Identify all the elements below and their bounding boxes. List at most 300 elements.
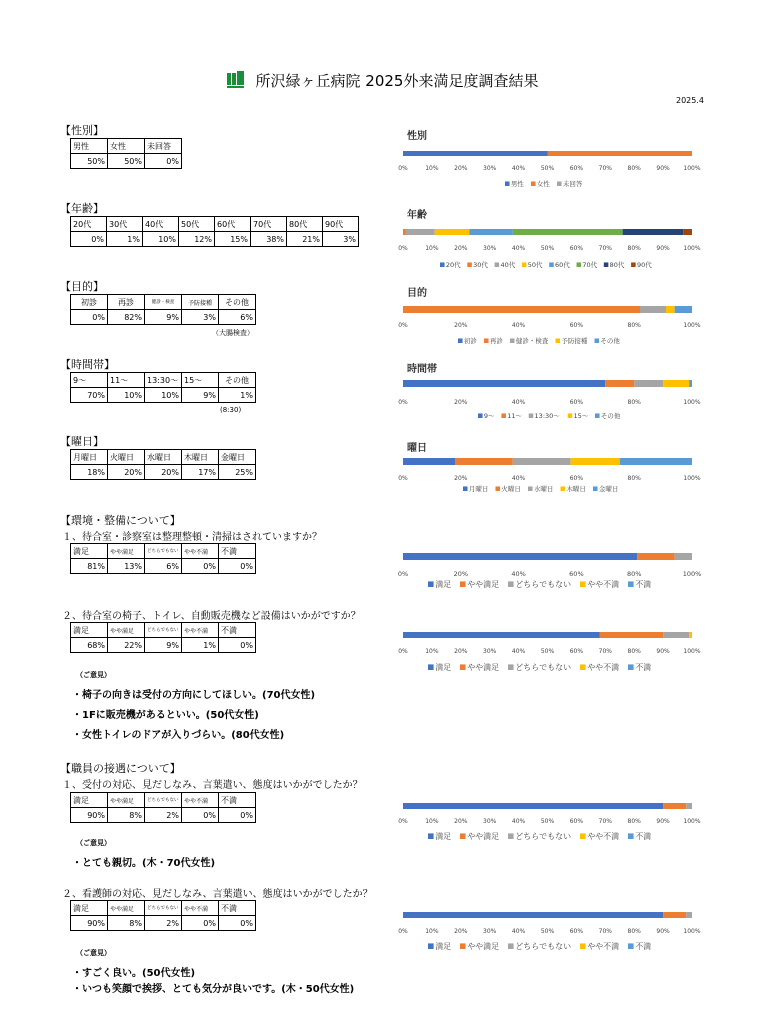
table-cell: 90%: [71, 916, 108, 931]
chart-tick-label: 60%: [569, 648, 584, 655]
chart-tick-label: 0%: [397, 570, 409, 578]
legend-swatch: [580, 833, 586, 839]
table-header: 80代: [287, 217, 323, 232]
table-header: 11～: [108, 373, 145, 388]
legend-label: 満足: [435, 663, 452, 672]
chart-tick-label: 90%: [656, 165, 670, 172]
chart-tick-label: 10%: [425, 245, 439, 252]
chart-tick-label: 20%: [454, 399, 468, 406]
chart-tick-label: 40%: [511, 322, 526, 329]
section-env-label: 【環境・整備について】: [60, 514, 181, 527]
legend-swatch: [460, 664, 466, 670]
chart-tick-label: 100%: [683, 245, 701, 252]
chart-tick-label: 20%: [454, 245, 468, 252]
table-header: やや満足: [108, 793, 145, 808]
legend-label: 30代: [473, 261, 488, 269]
table-header: 未回答: [145, 139, 182, 154]
legend-swatch: [595, 338, 600, 343]
legend-label: 11～: [507, 412, 523, 420]
chart-tick-label: 40%: [511, 648, 526, 655]
table-header: 満足: [71, 901, 108, 916]
legend-label: 火曜日: [501, 485, 521, 493]
legend-swatch: [478, 413, 483, 418]
table-cell: 50%: [108, 154, 145, 169]
legend-label: 予防接種: [561, 337, 588, 345]
chart-tick-label: 60%: [569, 928, 584, 935]
chart-tick-label: 80%: [627, 322, 641, 329]
staff-q1-opinions-label: （ご意見）: [76, 839, 111, 847]
table-cell: 81%: [71, 559, 108, 574]
legend-label: 金曜日: [598, 485, 619, 493]
legend-swatch: [508, 581, 514, 587]
table-header: どちらでもない: [145, 544, 182, 559]
legend-label: 80代: [609, 261, 625, 269]
legend-label: 不満: [635, 942, 652, 951]
table-header: どちらでもない: [145, 623, 182, 638]
staff-question-2: ２、看護師の対応、見だしなみ、言葉遣い、態度はいかがでしたか？: [62, 889, 373, 900]
legend-label: 健診・検査: [515, 337, 549, 345]
table-cell: 9%: [182, 388, 219, 403]
table-cell: 1%: [219, 388, 256, 403]
legend-label: 13:30～: [534, 412, 560, 420]
chart-bar-segment: [435, 229, 470, 235]
legend-label: 60代: [555, 261, 570, 269]
table-header: 木曜日: [182, 450, 219, 465]
legend-swatch: [531, 181, 536, 186]
legend-label: 満足: [435, 832, 452, 841]
chart-bar-segment: [675, 306, 692, 313]
table-cell: 2%: [145, 808, 182, 823]
section-staff-label: 【職員の接遇について】: [60, 762, 181, 775]
opinion-item: ・1Fに販売機があるといい。(50代女性): [72, 710, 259, 721]
legend-label: 不満: [635, 580, 652, 589]
env-question-1: １、待合室・診察室は整理整頓・清掃はされていますか？: [62, 532, 322, 543]
legend-label: やや不満: [587, 832, 620, 841]
chart-tick-label: 40%: [511, 399, 526, 406]
chart-bar-segment: [403, 632, 600, 638]
table-cell: 6%: [219, 310, 256, 325]
table-header: 不満: [219, 623, 256, 638]
chart-title: 性別: [407, 131, 427, 142]
table-header: 90代: [323, 217, 359, 232]
legend-label: 90代: [636, 261, 652, 269]
legend-swatch: [460, 833, 466, 839]
table-header: 火曜日: [108, 450, 145, 465]
legend-swatch: [580, 943, 586, 949]
table-header: 女性: [108, 139, 145, 154]
chart-tick-label: 20%: [454, 322, 468, 329]
table-cell: 10%: [145, 388, 182, 403]
legend-swatch: [460, 581, 466, 587]
table-cell: 82%: [108, 310, 145, 325]
legend-label: 50代: [527, 261, 543, 269]
chart-tick-label: 60%: [569, 570, 584, 578]
table-cell: 38%: [251, 232, 287, 247]
table-cell: 0%: [219, 559, 256, 574]
report-date: 2025.4: [676, 96, 704, 105]
chart-tick-label: 80%: [626, 570, 642, 578]
table-cell: 2%: [145, 916, 182, 931]
legend-label: やや不満: [587, 942, 620, 951]
chart-tick-label: 90%: [656, 648, 670, 655]
env-opinions-label: （ご意見）: [76, 671, 111, 679]
chart-tick-label: 80%: [627, 818, 641, 825]
chart-bar-segment: [403, 912, 663, 918]
legend-swatch: [428, 664, 434, 670]
table-header: やや不満: [182, 623, 219, 638]
chart-bar-segment: [403, 151, 548, 156]
legend-swatch: [561, 486, 566, 491]
table-header: 水曜日: [145, 450, 182, 465]
table-cell: 9%: [145, 310, 182, 325]
legend-swatch: [428, 581, 434, 587]
chart-tick-label: 100%: [683, 399, 701, 406]
chart-tick-label: 80%: [627, 928, 641, 935]
chart-bar-segment: [403, 306, 640, 313]
opinion-item: ・いつも笑顔で挨拶、とても気分が良いです。(木・50代女性): [72, 984, 355, 995]
legend-swatch: [557, 181, 562, 186]
legend-swatch: [496, 486, 501, 491]
legend-swatch: [428, 833, 434, 839]
legend-swatch: [508, 664, 514, 670]
chart-bar-segment: [605, 380, 634, 387]
table-cell: 20%: [108, 465, 145, 480]
chart-bar-segment: [634, 380, 663, 387]
legend-label: 満足: [435, 580, 452, 589]
table-header: やや満足: [108, 901, 145, 916]
chart-bar-segment: [686, 803, 692, 809]
legend-label: 9～: [483, 412, 495, 420]
legend-swatch: [460, 943, 466, 949]
section-age-label: 【年齢】: [60, 202, 104, 215]
time-note: (8:30): [220, 406, 242, 414]
chart-bar-segment: [689, 380, 692, 387]
chart-tick-label: 80%: [627, 165, 641, 172]
table-cell: 0%: [219, 916, 256, 931]
chart-tick-label: 0%: [398, 245, 408, 252]
chart-bar-segment: [513, 229, 623, 235]
chart-tick-label: 60%: [569, 399, 584, 406]
legend-label: 水曜日: [533, 485, 554, 493]
legend-swatch: [508, 943, 514, 949]
chart-tick-label: 70%: [598, 165, 612, 172]
table-header: 30代: [107, 217, 143, 232]
title-text: 所沢緑ヶ丘病院 2025外来満足度調査結果: [255, 72, 539, 90]
chart-tick-label: 70%: [598, 245, 612, 252]
staff-question-1: １、受付の対応、見だしなみ、言葉遣い、態度はいかがでしたか？: [62, 780, 363, 791]
chart-tick-label: 0%: [398, 165, 408, 172]
legend-label: 不満: [635, 663, 652, 672]
table-header: やや不満: [182, 901, 219, 916]
chart-tick-label: 90%: [656, 818, 670, 825]
opinion-item: ・すごく良い。(50代女性): [72, 968, 196, 979]
chart-bar-segment: [689, 632, 692, 638]
legend-label: 満足: [435, 942, 452, 951]
chart-tick-label: 20%: [454, 475, 468, 482]
table-header: 満足: [71, 623, 108, 638]
legend-label: 未回答: [562, 180, 583, 188]
table-header: 40代: [143, 217, 179, 232]
chart-tick-label: 40%: [511, 165, 526, 172]
legend-swatch: [522, 262, 527, 267]
legend-label: やや満足: [467, 580, 500, 589]
table-header: 9～: [71, 373, 108, 388]
table-cell: 15%: [215, 232, 251, 247]
table-cell: 21%: [287, 232, 323, 247]
legend-swatch: [501, 413, 506, 418]
legend-swatch: [467, 262, 472, 267]
chart-tick-label: 40%: [511, 818, 526, 825]
table-cell: 1%: [182, 638, 219, 653]
table-header: 再診: [108, 295, 145, 310]
chart-tick-label: 100%: [682, 570, 702, 578]
staff-q2-opinions-label: （ご意見）: [76, 949, 111, 957]
legend-swatch: [580, 664, 586, 670]
legend-swatch: [631, 262, 636, 267]
legend-swatch: [595, 413, 600, 418]
legend-label: 女性: [536, 180, 550, 188]
chart-tick-label: 40%: [511, 570, 526, 578]
legend-swatch: [508, 833, 514, 839]
chart-bar-segment: [406, 229, 435, 235]
chart-tick-label: 40%: [511, 475, 526, 482]
table-header: どちらでもない: [145, 901, 182, 916]
table-cell: 22%: [108, 638, 145, 653]
chart-tick-label: 100%: [683, 165, 701, 172]
chart-tick-label: 20%: [454, 648, 468, 655]
chart-title: 目的: [407, 288, 427, 299]
chart-tick-label: 80%: [627, 245, 641, 252]
table-cell: 18%: [71, 465, 108, 480]
chart-bar-segment: [469, 229, 512, 235]
chart-tick-label: 70%: [598, 818, 612, 825]
chart-tick-label: 60%: [569, 818, 584, 825]
table-cell: 0%: [71, 232, 107, 247]
chart-tick-label: 40%: [511, 245, 526, 252]
chart-tick-label: 70%: [598, 648, 612, 655]
legend-swatch: [628, 943, 634, 949]
chart-bar-segment: [640, 306, 666, 313]
table-cell: 17%: [182, 465, 219, 480]
chart-title: 時間帯: [407, 364, 437, 375]
chart-bar-segment: [663, 632, 689, 638]
legend-swatch: [505, 181, 510, 186]
legend-swatch: [556, 338, 561, 343]
chart-tick-label: 30%: [483, 818, 497, 825]
legend-label: その他: [600, 412, 621, 420]
chart-tick-label: 0%: [398, 322, 408, 329]
chart-tick-label: 20%: [454, 928, 468, 935]
chart-bar-segment: [403, 229, 406, 235]
legend-label: やや満足: [467, 942, 500, 951]
chart-bar-segment: [600, 632, 664, 638]
table-cell: 0%: [219, 808, 256, 823]
legend-swatch: [458, 338, 463, 343]
table-header: その他: [219, 295, 256, 310]
legend-swatch: [495, 262, 500, 267]
legend-swatch: [577, 262, 582, 267]
chart-tick-label: 0%: [398, 475, 408, 482]
legend-label: やや満足: [467, 832, 500, 841]
chart-tick-label: 20%: [454, 165, 468, 172]
chart-bar-segment: [403, 803, 663, 809]
chart-bar-segment: [403, 380, 605, 387]
table-cell: 8%: [108, 808, 145, 823]
chart-tick-label: 10%: [425, 648, 439, 655]
chart-tick-label: 30%: [483, 245, 497, 252]
legend-label: その他: [600, 337, 620, 345]
chart-bar-segment: [403, 553, 637, 560]
legend-swatch: [440, 262, 445, 267]
chart-tick-label: 30%: [483, 165, 497, 172]
legend-label: 不満: [635, 832, 652, 841]
purpose-note: （大腸検査）: [212, 329, 254, 337]
legend-swatch: [593, 486, 598, 491]
env-question-2: ２、待合室の椅子、トイレ、自動販売機など設備はいかがですか？: [62, 611, 361, 622]
table-cell: 68%: [71, 638, 108, 653]
legend-swatch: [604, 262, 609, 267]
table-header: やや不満: [182, 544, 219, 559]
chart-tick-label: 0%: [398, 399, 408, 406]
chart-tick-label: 80%: [627, 399, 641, 406]
legend-label: 70代: [582, 261, 598, 269]
chart-title: 年齢: [407, 210, 427, 221]
section-time-label: 【時間帯】: [60, 358, 115, 371]
chart-tick-label: 40%: [511, 928, 526, 935]
table-header: 20代: [71, 217, 107, 232]
table-cell: 3%: [182, 310, 219, 325]
chart-tick-label: 10%: [425, 928, 439, 935]
table-cell: 12%: [179, 232, 215, 247]
table-cell: 10%: [108, 388, 145, 403]
table-cell: 50%: [71, 154, 108, 169]
table-header: その他: [219, 373, 256, 388]
table-cell: 6%: [145, 559, 182, 574]
chart-bar-segment: [548, 151, 693, 156]
table-header: 不満: [219, 544, 256, 559]
legend-label: どちらでもない: [515, 942, 572, 951]
chart-tick-label: 100%: [683, 928, 701, 935]
legend-swatch: [568, 413, 573, 418]
legend-swatch: [628, 833, 634, 839]
table-cell: 70%: [71, 388, 108, 403]
table-cell: 25%: [219, 465, 256, 480]
table-cell: 3%: [323, 232, 359, 247]
chart-bar-segment: [403, 458, 455, 465]
legend-swatch: [529, 413, 534, 418]
chart-tick-label: 90%: [656, 245, 670, 252]
legend-label: どちらでもない: [515, 832, 572, 841]
chart-tick-label: 30%: [483, 648, 497, 655]
legend-label: 再診: [489, 337, 503, 345]
table-header: 不満: [219, 793, 256, 808]
legend-swatch: [510, 338, 515, 343]
legend-label: 15～: [573, 412, 589, 420]
table-header: やや満足: [108, 544, 145, 559]
table-cell: 90%: [71, 808, 108, 823]
legend-label: 男性: [510, 180, 524, 188]
legend-swatch: [428, 943, 434, 949]
chart-tick-label: 100%: [683, 648, 701, 655]
table-header: 月曜日: [71, 450, 108, 465]
chart-tick-label: 60%: [569, 245, 584, 252]
legend-label: 月曜日: [468, 485, 489, 493]
chart-tick-label: 100%: [683, 322, 701, 329]
legend-swatch: [628, 581, 634, 587]
table-cell: 0%: [182, 559, 219, 574]
legend-swatch: [549, 262, 554, 267]
chart-bar-segment: [620, 458, 692, 465]
chart-tick-label: 80%: [627, 648, 641, 655]
chart-tick-label: 70%: [598, 928, 612, 935]
chart-tick-label: 50%: [540, 245, 555, 252]
chart-bar-segment: [683, 229, 692, 235]
table-header: 50代: [179, 217, 215, 232]
table-cell: 13%: [108, 559, 145, 574]
table-cell: 10%: [143, 232, 179, 247]
chart-tick-label: 0%: [398, 818, 408, 825]
opinion-item: ・女性トイレのドアが入りづらい。(80代女性): [72, 730, 285, 741]
table-header: 不満: [219, 901, 256, 916]
legend-swatch: [528, 486, 533, 491]
table-header: やや満足: [108, 623, 145, 638]
chart-bar-segment: [455, 458, 513, 465]
chart-tick-label: 0%: [398, 648, 408, 655]
legend-label: 40代: [500, 261, 516, 269]
chart-bar-segment: [663, 912, 686, 918]
chart-tick-label: 10%: [425, 818, 439, 825]
legend-label: 初診: [463, 337, 477, 345]
table-header: やや不満: [182, 793, 219, 808]
chart-tick-label: 50%: [540, 928, 555, 935]
legend-label: 20代: [445, 261, 461, 269]
chart-bar-segment: [663, 380, 689, 387]
chart-bar-segment: [663, 803, 686, 809]
section-weekday-label: 【曜日】: [60, 435, 104, 448]
opinion-item: ・椅子の向きは受付の方向にしてほしい。(70代女性): [72, 690, 316, 701]
legend-label: やや不満: [587, 580, 620, 589]
legend-label: どちらでもない: [515, 580, 572, 589]
chart-bar-segment: [637, 553, 675, 560]
table-cell: 8%: [108, 916, 145, 931]
table-header: 60代: [215, 217, 251, 232]
table-header: 満足: [71, 793, 108, 808]
chart-tick-label: 100%: [683, 475, 701, 482]
legend-swatch: [628, 664, 634, 670]
table-header: 予防接種: [182, 295, 219, 310]
legend-swatch: [484, 338, 489, 343]
chart-bar-segment: [666, 306, 675, 313]
chart-tick-label: 100%: [683, 818, 701, 825]
legend-label: どちらでもない: [515, 663, 572, 672]
chart-tick-label: 50%: [540, 648, 555, 655]
chart-bar-segment: [686, 912, 692, 918]
legend-label: やや満足: [467, 663, 500, 672]
section-purpose-label: 【目的】: [60, 280, 104, 293]
table-cell: 0%: [182, 808, 219, 823]
chart-tick-label: 0%: [398, 928, 408, 935]
table-header: 13:30～: [145, 373, 182, 388]
legend-swatch: [580, 581, 586, 587]
section-gender-label: 【性別】: [60, 124, 104, 137]
table-header: 70代: [251, 217, 287, 232]
chart-tick-label: 90%: [656, 928, 670, 935]
opinion-item: ・とても親切。(木・70代女性): [72, 858, 216, 869]
chart-tick-label: 20%: [454, 818, 468, 825]
table-header: 初診: [71, 295, 108, 310]
chart-bar-segment: [571, 458, 620, 465]
table-header: 男性: [71, 139, 108, 154]
